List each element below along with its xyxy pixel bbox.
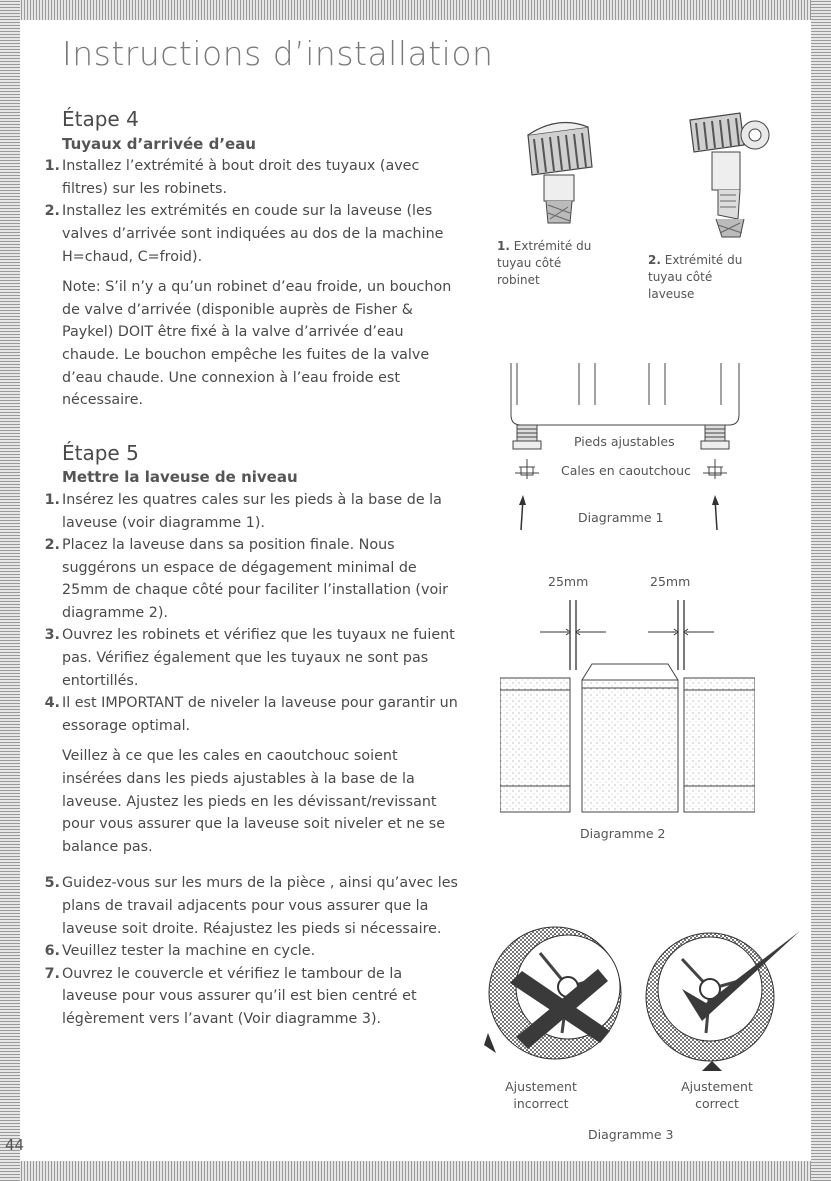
list-item <box>40 963 460 1031</box>
hose-caption-2 <box>648 252 758 303</box>
item-text: Insérez les quatres cales sur les pieds à la base de la laveuse (voir diagramme 1). <box>62 491 442 531</box>
item-text: Guidez-vous sur les murs de la pièce , ainsi qu’avec les plans de travail adjacents pour vous assurer que la laveuse soit droite. Réajustez les pieds si nécessaire. <box>62 875 458 937</box>
item-text: Installez les extrémités en coude sur la laveuse (les valves d’arrivée sont indiquées au dos de la machine H=chaud, C=froid). <box>62 203 444 265</box>
item-number: 3. <box>44 627 60 644</box>
step4-subheading: Tuyaux d’arrivée d’eau <box>62 134 256 153</box>
caption-number: 1. <box>497 239 510 253</box>
page-border-right <box>811 0 831 1181</box>
gap-right-label: 25mm <box>650 574 691 589</box>
page-number: 44 <box>5 1136 25 1154</box>
step4-list <box>40 155 460 268</box>
item-number: 6. <box>44 943 60 960</box>
item-number: 1. <box>44 158 60 175</box>
label-rubber-pads: Cales en caoutchouc <box>561 463 691 478</box>
step4-heading: Étape 4 <box>62 107 139 131</box>
list-item <box>40 940 460 963</box>
left-foot-icon <box>513 425 541 479</box>
incorrect-drum-icon <box>484 927 621 1059</box>
right-foot-icon <box>701 425 729 479</box>
step4-note: Note: S’il n’y a qu’un robinet d’eau froide, un bouchon de valve d’arrivée (disponible auprès de Fisher & Paykel) DOIT être fixé à la valve d’arrivée d’eau chaude. Le bouchon empêche les fuites de la valve d’eau chaude. Une connexion à l’eau froide est nécessaire. <box>62 279 452 409</box>
list-item <box>40 200 460 268</box>
tap-end-hose-icon <box>528 123 592 224</box>
label-correct-adjustment: Ajustement correct <box>681 1079 753 1111</box>
item-number: 4. <box>44 695 60 712</box>
label-adjustable-feet: Pieds ajustables <box>574 434 675 449</box>
diagram-2-caption: Diagramme 2 <box>580 826 666 841</box>
page-border-left <box>0 0 20 1181</box>
item-number: 7. <box>44 965 60 982</box>
page-title: Instructions d’installation <box>62 34 494 73</box>
correct-drum-icon <box>646 931 800 1071</box>
list-item <box>40 872 460 940</box>
label-incorrect-adjustment: Ajustement incorrect <box>505 1079 577 1111</box>
item-number: 1. <box>44 491 60 508</box>
hose-caption-1 <box>497 238 607 289</box>
gap-left-label: 25mm <box>548 574 589 589</box>
step5-subheading: Mettre la laveuse de niveau <box>62 468 298 487</box>
caption-text: Extrémité du tuyau côté robinet <box>497 239 592 287</box>
step5-heading: Étape 5 <box>62 440 139 465</box>
step5-note: Veillez à ce que les cales en caoutchouc soient insérées dans les pieds ajustables à la base de la laveuse. Ajustez les pieds en les dévissant/revissant pour vous assurer que la laveuse soit niveler et ne se balance pas. <box>62 748 446 855</box>
list-item <box>40 692 460 737</box>
item-number: 2. <box>44 203 60 220</box>
diagram-1-caption: Diagramme 1 <box>578 510 664 525</box>
hose-ends-illustration <box>500 95 800 245</box>
item-text: Il est IMPORTANT de niveler la laveuse pour garantir un essorage optimal. <box>62 695 458 734</box>
up-arrow-icon <box>712 495 719 530</box>
list-item <box>40 624 460 692</box>
page-border-top <box>0 0 831 20</box>
item-text: Installez l’extrémité à bout droit des tuyaux (avec filtres) sur les robinets. <box>62 158 420 197</box>
caption-text: Extrémité du tuyau côté laveuse <box>648 253 743 301</box>
washer-end-hose-icon <box>690 113 769 237</box>
caption-number: 2. <box>648 253 661 267</box>
item-number: 5. <box>44 875 60 892</box>
item-text: Ouvrez les robinets et vérifiez que les tuyaux ne fuient pas. Vérifiez également que les tuyaux ne sont pas entortillés. <box>62 627 455 689</box>
step5-list-continued <box>40 872 460 1030</box>
diagram-2-clearance-illustration <box>500 592 755 822</box>
up-arrow-icon <box>519 495 526 530</box>
item-number: 2. <box>44 537 60 554</box>
step5-list <box>40 489 460 738</box>
list-item <box>40 534 460 624</box>
item-text: Placez la laveuse dans sa position finale. Nous suggérons un espace de dégagement minimal de 25mm de chaque côté pour faciliter l’installation (voir diagramme 2). <box>62 537 449 621</box>
diagram-3-drum-illustration <box>470 925 810 1075</box>
diagram-3-caption: Diagramme 3 <box>588 1127 674 1142</box>
instructions-column <box>40 108 460 1031</box>
item-text: Veuillez tester la machine en cycle. <box>62 943 316 960</box>
list-item <box>40 155 460 200</box>
item-text: Ouvrez le couvercle et vérifiez le tambour de la laveuse pour vous assurer qu’il est bien centré et légèrement vers l’avant (Voir diagramme 3). <box>62 965 417 1027</box>
page-border-bottom <box>0 1161 831 1181</box>
list-item <box>40 489 460 534</box>
